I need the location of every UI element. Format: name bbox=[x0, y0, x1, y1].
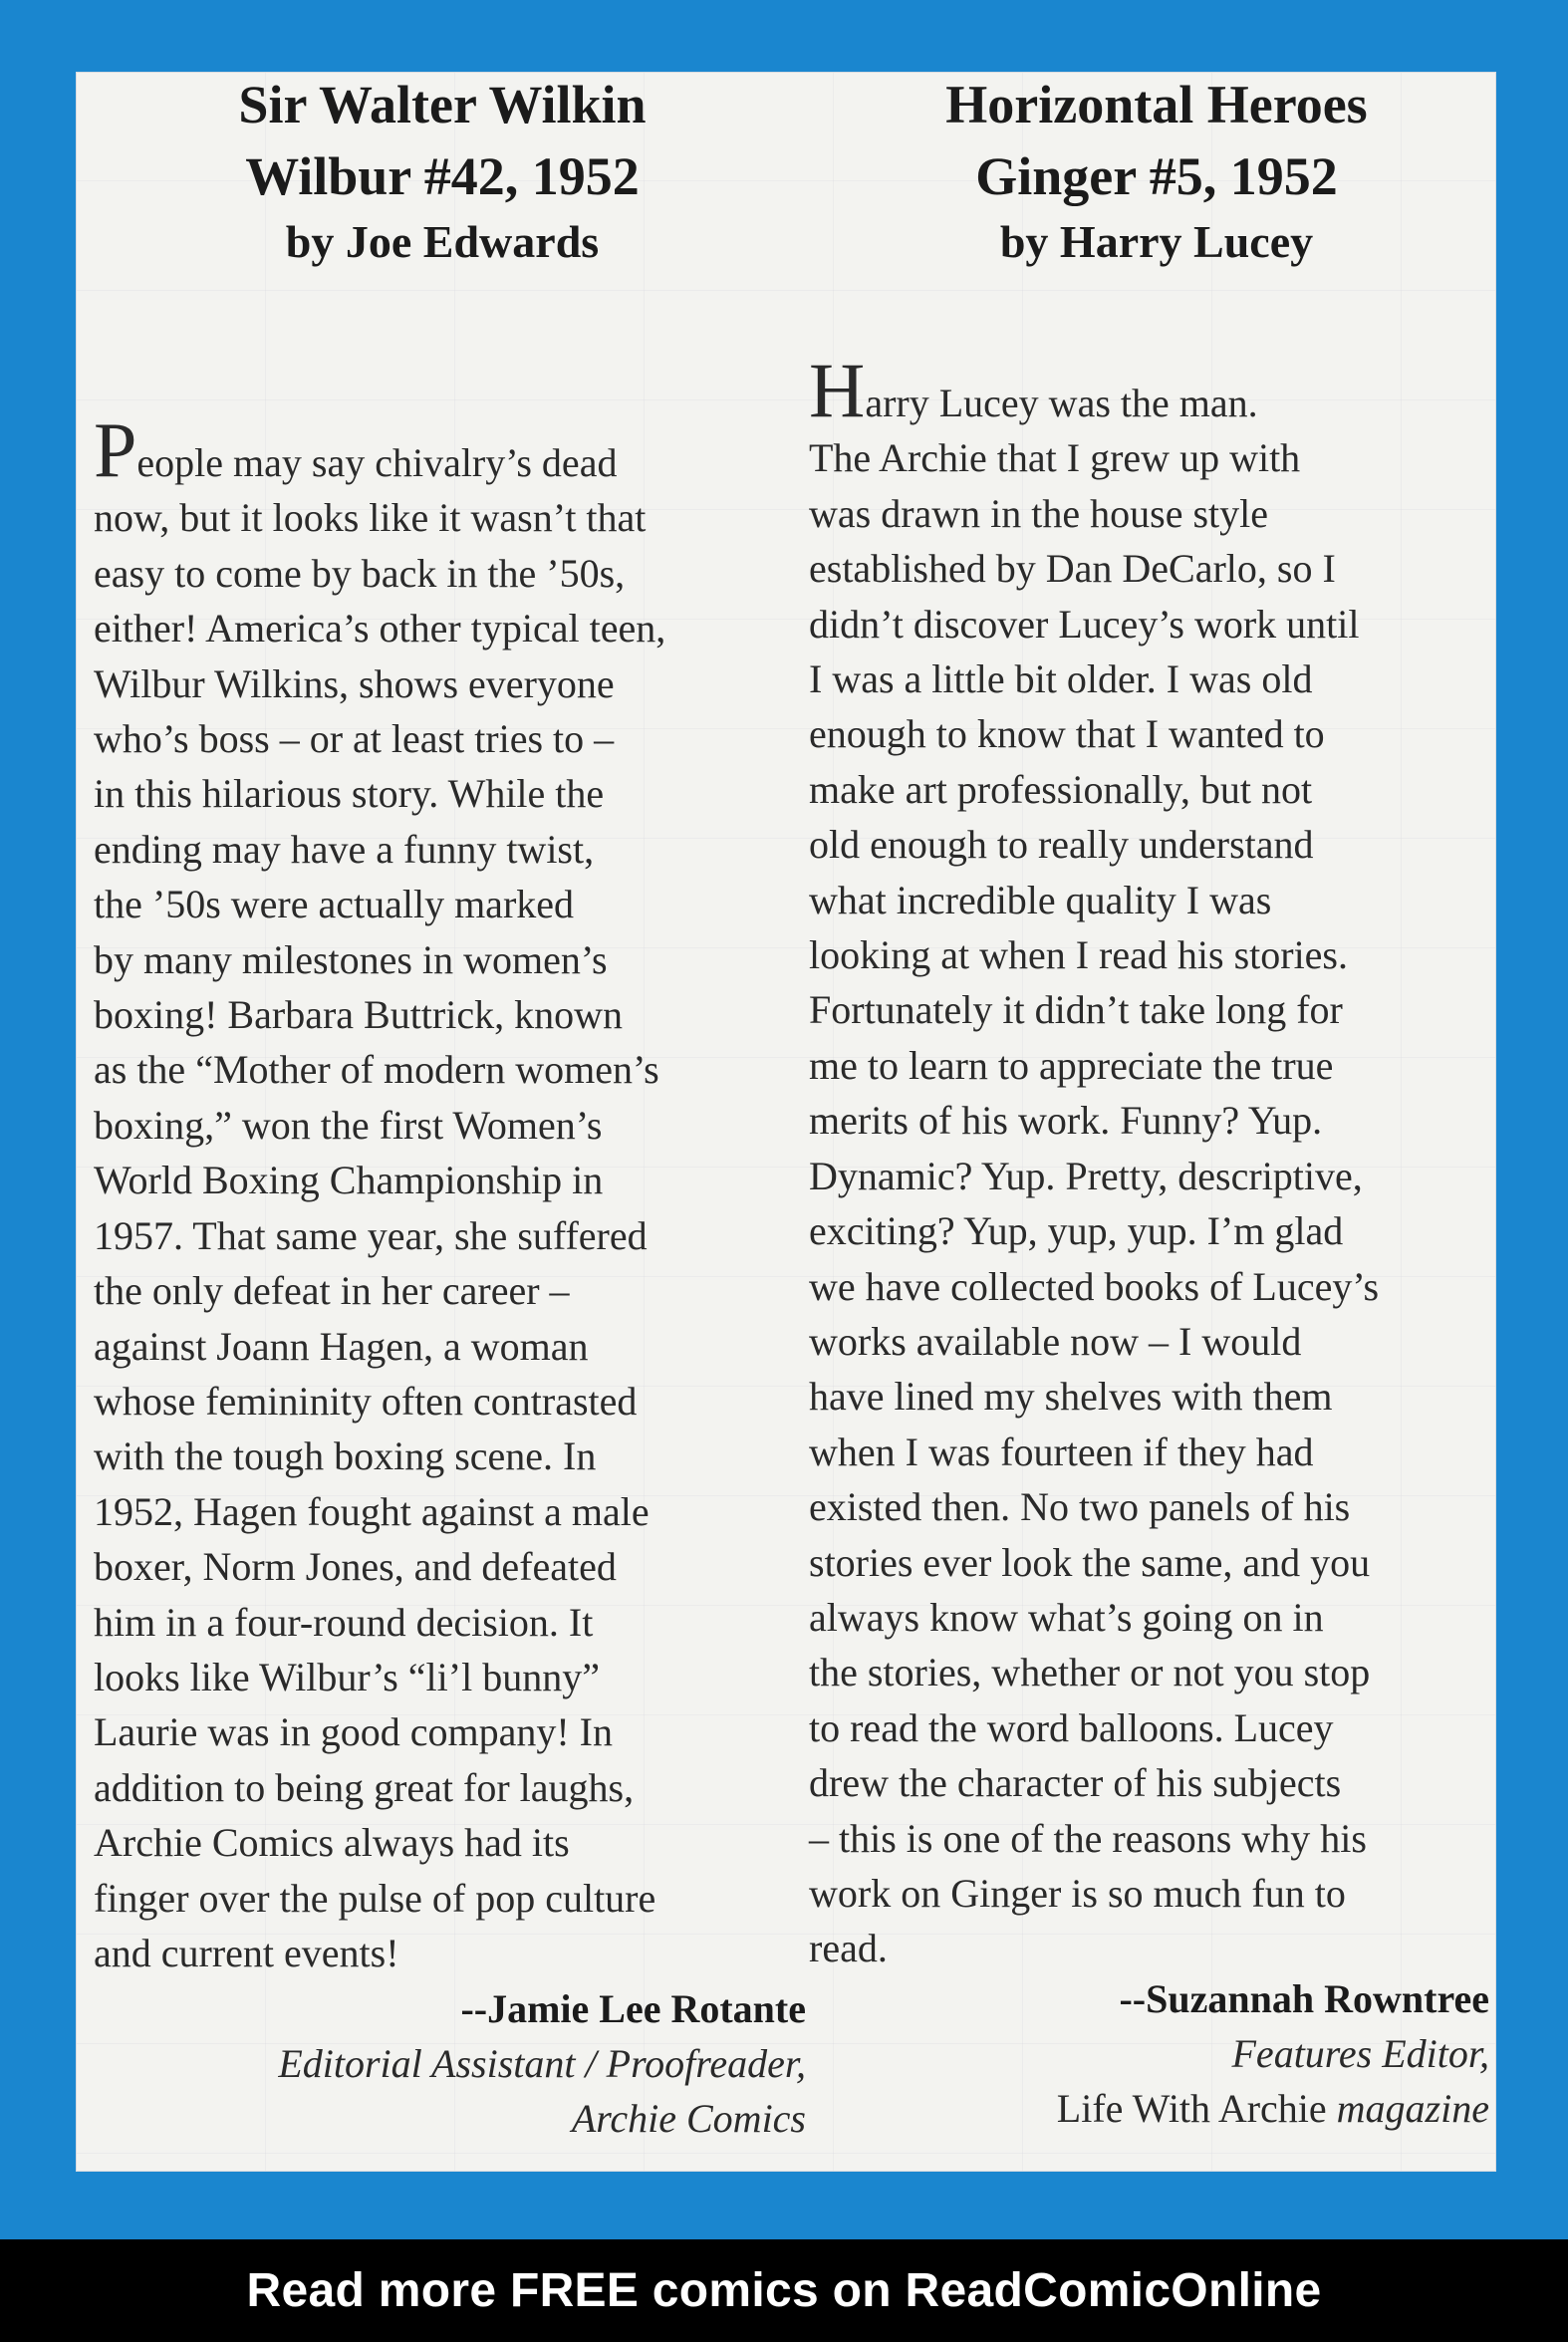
body-line-text: by many milestones in women’s bbox=[94, 936, 608, 982]
body-line bbox=[94, 1704, 811, 1759]
body-line-text: read. bbox=[809, 1926, 888, 1971]
body-line bbox=[94, 1319, 811, 1374]
body-line-text: I was a little bit older. I was old bbox=[809, 656, 1313, 702]
body-line bbox=[94, 822, 811, 877]
body-line bbox=[94, 932, 811, 987]
body-line bbox=[94, 1042, 811, 1097]
body-line-text: drew the character of his subjects bbox=[809, 1760, 1342, 1806]
body-line bbox=[809, 1479, 1486, 1534]
body-line-text: The Archie that I grew up with bbox=[809, 435, 1301, 481]
left-signature-role2: Archie Comics bbox=[571, 2096, 806, 2141]
body-line bbox=[809, 706, 1486, 761]
body-line-text: works available now – I would bbox=[809, 1318, 1302, 1364]
left-title-line1: Sir Walter Wilkin bbox=[238, 75, 647, 134]
body-line bbox=[809, 1093, 1486, 1148]
body-line bbox=[809, 817, 1486, 872]
body-line bbox=[809, 873, 1486, 927]
body-line bbox=[809, 1369, 1486, 1424]
body-line-text: me to learn to appreciate the true bbox=[809, 1042, 1334, 1088]
body-line bbox=[809, 1149, 1486, 1203]
body-line-text: have lined my shelves with them bbox=[809, 1374, 1333, 1420]
body-line-text: Wilbur Wilkins, shows everyone bbox=[94, 660, 615, 706]
body-line-text: addition to being great for laughs, bbox=[94, 1764, 635, 1810]
drop-cap: H bbox=[809, 347, 866, 433]
body-line-text: either! America’s other typical teen, bbox=[94, 606, 666, 651]
body-line-text: looking at when I read his stories. bbox=[809, 932, 1348, 978]
body-line-text: against Joann Hagen, a woman bbox=[94, 1323, 589, 1369]
left-signature-name: --Jamie Lee Rotante bbox=[460, 1986, 806, 2031]
left-byline: by Joe Edwards bbox=[285, 216, 600, 267]
body-line bbox=[94, 546, 811, 601]
right-body bbox=[809, 347, 1486, 1976]
body-line-text: was drawn in the house style bbox=[809, 490, 1269, 536]
body-line-text: now, but it looks like it wasn’t that bbox=[94, 495, 647, 541]
body-line-text: Dynamic? Yup. Pretty, descriptive, bbox=[809, 1153, 1363, 1198]
body-line-text: to read the word balloons. Lucey bbox=[809, 1704, 1334, 1750]
body-line bbox=[809, 1535, 1486, 1590]
body-line-text: the only defeat in her career – bbox=[94, 1268, 570, 1314]
right-signature-magazine: magazine bbox=[1336, 2086, 1489, 2131]
body-line bbox=[94, 1153, 811, 1207]
footer-banner[interactable] bbox=[0, 2239, 1568, 2342]
body-line-text: Laurie was in good company! In bbox=[94, 1709, 613, 1755]
article-panel bbox=[76, 72, 1496, 2172]
body-line-text: boxer, Norm Jones, and defeated bbox=[94, 1544, 617, 1590]
drop-cap: P bbox=[94, 406, 137, 493]
body-line bbox=[94, 1595, 811, 1650]
body-line bbox=[94, 1484, 811, 1539]
body-line bbox=[94, 1926, 811, 1980]
body-line bbox=[809, 1590, 1486, 1645]
body-line-text: Archie Comics always had its bbox=[94, 1820, 570, 1866]
body-line-text: established by Dan DeCarlo, so I bbox=[809, 546, 1336, 592]
body-line-text: ending may have a funny twist, bbox=[94, 826, 595, 872]
body-line bbox=[809, 1645, 1486, 1699]
body-line bbox=[94, 1539, 811, 1594]
body-line-text: eople may say chivalry’s dead bbox=[136, 440, 618, 485]
body-line bbox=[94, 711, 811, 766]
body-line bbox=[809, 1038, 1486, 1093]
right-title-line1: Horizontal Heroes bbox=[945, 75, 1368, 134]
left-signature-role1: Editorial Assistant / Proofreader, bbox=[278, 2041, 806, 2086]
right-signature-role1: Features Editor, bbox=[1231, 2031, 1489, 2076]
body-line-text: boxing,” won the first Women’s bbox=[94, 1102, 603, 1148]
body-line bbox=[94, 987, 811, 1042]
body-line bbox=[94, 1429, 811, 1483]
body-line bbox=[809, 1755, 1486, 1810]
body-line-text: the ’50s were actually marked bbox=[94, 882, 575, 927]
body-line-text: World Boxing Championship in bbox=[94, 1158, 604, 1203]
body-line bbox=[809, 1314, 1486, 1369]
left-body bbox=[94, 406, 811, 1980]
body-line-text: boxing! Barbara Buttrick, known bbox=[94, 992, 623, 1038]
body-line-text: we have collected books of Lucey’s bbox=[809, 1263, 1380, 1309]
body-line bbox=[94, 1871, 811, 1926]
body-line bbox=[809, 1425, 1486, 1479]
right-signature-name: --Suzannah Rowntree bbox=[1119, 1976, 1489, 2021]
body-line-text: him in a four-round decision. It bbox=[94, 1599, 594, 1645]
body-line-text: enough to know that I wanted to bbox=[809, 711, 1325, 757]
body-line bbox=[809, 1921, 1486, 1975]
body-line-text: arry Lucey was the man. bbox=[865, 381, 1258, 425]
body-line bbox=[809, 347, 1486, 433]
body-line-text: work on Ginger is so much fun to bbox=[809, 1870, 1346, 1916]
body-line bbox=[94, 1374, 811, 1429]
body-line-text: whose femininity often contrasted bbox=[94, 1378, 638, 1424]
body-line bbox=[809, 486, 1486, 541]
body-line bbox=[809, 1700, 1486, 1755]
body-line-text: didn’t discover Lucey’s work until bbox=[809, 601, 1360, 647]
right-signature-role2 bbox=[832, 2086, 1489, 2131]
body-line bbox=[94, 1760, 811, 1815]
right-signature-publication: Life With Archie bbox=[1056, 2086, 1327, 2131]
body-line bbox=[94, 1208, 811, 1263]
body-line bbox=[94, 1815, 811, 1870]
body-line-text: as the “Mother of modern women’s bbox=[94, 1047, 659, 1093]
body-line bbox=[94, 877, 811, 931]
body-line-text: in this hilarious story. While the bbox=[94, 771, 605, 817]
body-line bbox=[94, 490, 811, 545]
body-line-text: and current events! bbox=[94, 1930, 399, 1975]
body-line bbox=[809, 1811, 1486, 1866]
body-line bbox=[809, 430, 1486, 485]
body-line-text: – this is one of the reasons why his bbox=[809, 1815, 1367, 1861]
body-line-text: stories ever look the same, and you bbox=[809, 1539, 1371, 1585]
body-line-text: with the tough boxing scene. In bbox=[94, 1433, 597, 1479]
body-line bbox=[94, 1098, 811, 1153]
body-line bbox=[809, 597, 1486, 651]
body-line-text: what incredible quality I was bbox=[809, 877, 1272, 922]
body-line bbox=[809, 762, 1486, 817]
body-line bbox=[94, 1263, 811, 1318]
body-line-text: make art professionally, but not bbox=[809, 766, 1313, 812]
body-line bbox=[94, 656, 811, 711]
body-line bbox=[809, 927, 1486, 982]
body-line-text: finger over the pulse of pop culture bbox=[94, 1875, 656, 1921]
body-line-text: 1952, Hagen fought against a male bbox=[94, 1488, 650, 1534]
body-line bbox=[809, 1259, 1486, 1314]
body-line-text: existed then. No two panels of his bbox=[809, 1484, 1351, 1530]
body-line bbox=[94, 766, 811, 821]
body-line bbox=[809, 982, 1486, 1037]
body-line-text: Fortunately it didn’t take long for bbox=[809, 987, 1343, 1033]
right-byline: by Harry Lucey bbox=[999, 216, 1314, 267]
body-line-text: the stories, whether or not you stop bbox=[809, 1650, 1371, 1695]
body-line-text: easy to come by back in the ’50s, bbox=[94, 550, 626, 596]
body-line-text: always know what’s going on in bbox=[809, 1594, 1324, 1640]
body-line-text: 1957. That same year, she suffered bbox=[94, 1212, 648, 1258]
footer-text[interactable]: Read more FREE comics on ReadComicOnline bbox=[246, 2264, 1322, 2317]
left-title-line2: Wilbur #42, 1952 bbox=[245, 146, 640, 206]
body-line bbox=[94, 1650, 811, 1704]
body-line-text: merits of his work. Funny? Yup. bbox=[809, 1098, 1323, 1144]
body-line-text: exciting? Yup, yup, yup. I’m glad bbox=[809, 1208, 1344, 1254]
body-line bbox=[809, 1866, 1486, 1921]
right-title-line2: Ginger #5, 1952 bbox=[975, 146, 1338, 206]
body-line bbox=[94, 406, 811, 493]
body-line-text: old enough to really understand bbox=[809, 822, 1314, 868]
body-line bbox=[809, 1203, 1486, 1258]
body-line bbox=[809, 541, 1486, 596]
body-line bbox=[809, 651, 1486, 706]
body-line bbox=[94, 601, 811, 655]
body-line-text: who’s boss – or at least tries to – bbox=[94, 716, 615, 762]
body-line-text: when I was fourteen if they had bbox=[809, 1429, 1314, 1474]
body-line-text: looks like Wilbur’s “li’l bunny” bbox=[94, 1654, 600, 1699]
